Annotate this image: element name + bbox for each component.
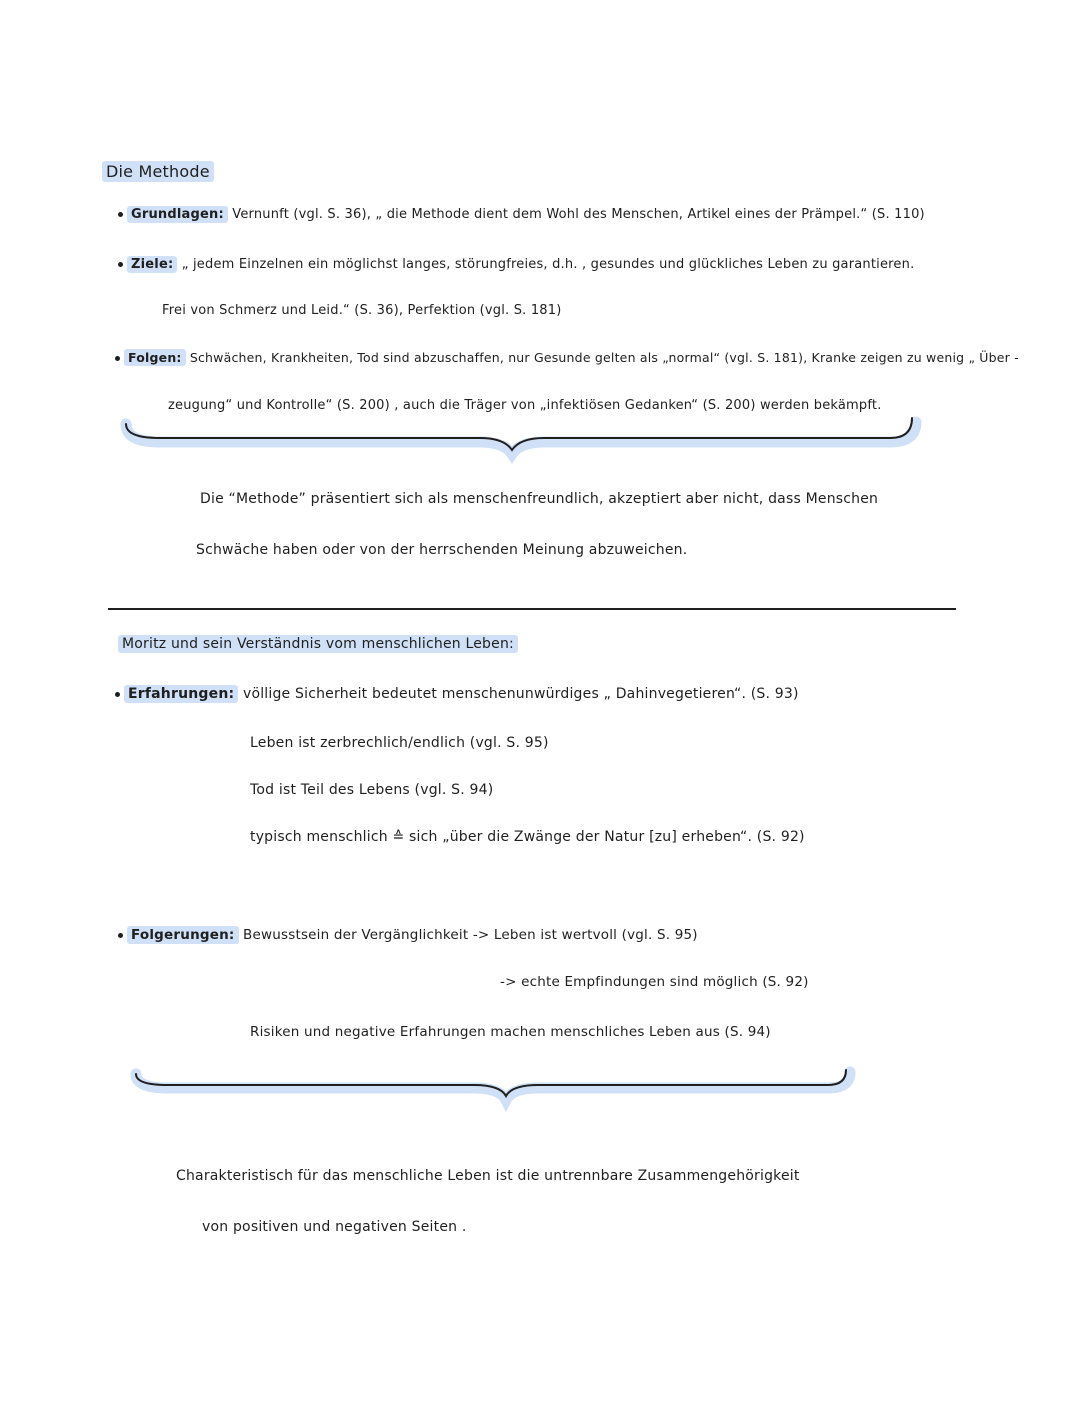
- folgen-label: Folgen:: [124, 349, 186, 366]
- bullet-icon: [118, 212, 123, 217]
- grundlagen-label: Grundlagen:: [127, 206, 228, 223]
- erfahrungen-line: [115, 686, 799, 702]
- bullet-icon: [118, 933, 123, 938]
- folgen-line: [115, 350, 1019, 365]
- grundlagen-line: [118, 207, 925, 222]
- methode-summary-line1: Die “Methode” präsentiert sich als menschenfreundlich, akzeptiert aber nicht, dass Menschen: [200, 491, 879, 507]
- section2-heading: Moritz und sein Verständnis vom menschlichen Leben:: [118, 636, 518, 652]
- folgerungen-item: Risiken und negative Erfahrungen machen menschliches Leben aus (S. 94): [250, 1024, 771, 1040]
- erfahrungen-item: Leben ist zerbrechlich/endlich (vgl. S. 95): [250, 735, 549, 751]
- grundlagen-text: Vernunft (vgl. S. 36), „ die Methode dient dem Wohl des Menschen, Artikel eines der Prämpel.“ (S. 110): [232, 207, 925, 222]
- ziele-text: „ jedem Einzelnen ein möglichst langes, störungfreies, d.h. , gesundes und glückliches Leben zu garantieren.: [181, 257, 915, 272]
- erfahrungen-label: Erfahrungen:: [124, 685, 238, 703]
- erfahrungen-item: Tod ist Teil des Lebens (vgl. S. 94): [250, 782, 494, 798]
- erfahrungen-item: völlige Sicherheit bedeutet menschenunwürdiges „ Dahinvegetieren“. (S. 93): [242, 686, 799, 702]
- folgen-text: Schwächen, Krankheiten, Tod sind abzuschaffen, nur Gesunde gelten als „normal“ (vgl. S. 181), Kranke zeigen zu wenig „ Über -: [189, 350, 1019, 365]
- leben-summary-line1: Charakteristisch für das menschliche Leben ist die untrennbare Zusammengehörigkeit: [176, 1168, 800, 1184]
- section-divider: [108, 608, 956, 610]
- section1-heading: Die Methode: [102, 162, 214, 181]
- bullet-icon: [118, 262, 123, 267]
- leben-summary-line2: von positiven und negativen Seiten .: [202, 1219, 467, 1235]
- methode-summary-line2: Schwäche haben oder von der herrschenden Meinung abzuweichen.: [196, 542, 688, 558]
- folgen-text-continued: zeugung“ und Kontrolle“ (S. 200) , auch die Träger von „infektiösen Gedanken“ (S. 200) werden bekämpft.: [168, 398, 882, 413]
- folgerungen-label: Folgerungen:: [127, 926, 239, 944]
- curly-brace-icon: [128, 1068, 868, 1108]
- folgerungen-line: [118, 927, 698, 943]
- ziele-text-continued: Frei von Schmerz und Leid.“ (S. 36), Perfektion (vgl. S. 181): [162, 303, 562, 318]
- bullet-icon: [115, 356, 120, 361]
- ziele-label: Ziele:: [127, 256, 177, 273]
- erfahrungen-item: typisch menschlich ≙ sich „über die Zwänge der Natur [zu] erheben“. (S. 92): [250, 829, 805, 845]
- bullet-icon: [115, 692, 120, 697]
- ziele-line: [118, 257, 914, 272]
- folgerungen-item: Bewusstsein der Vergänglichkeit -> Leben ist wertvoll (vgl. S. 95): [243, 927, 698, 943]
- folgerungen-item: -> echte Empfindungen sind möglich (S. 92): [500, 974, 809, 990]
- curly-brace-icon: [120, 408, 920, 458]
